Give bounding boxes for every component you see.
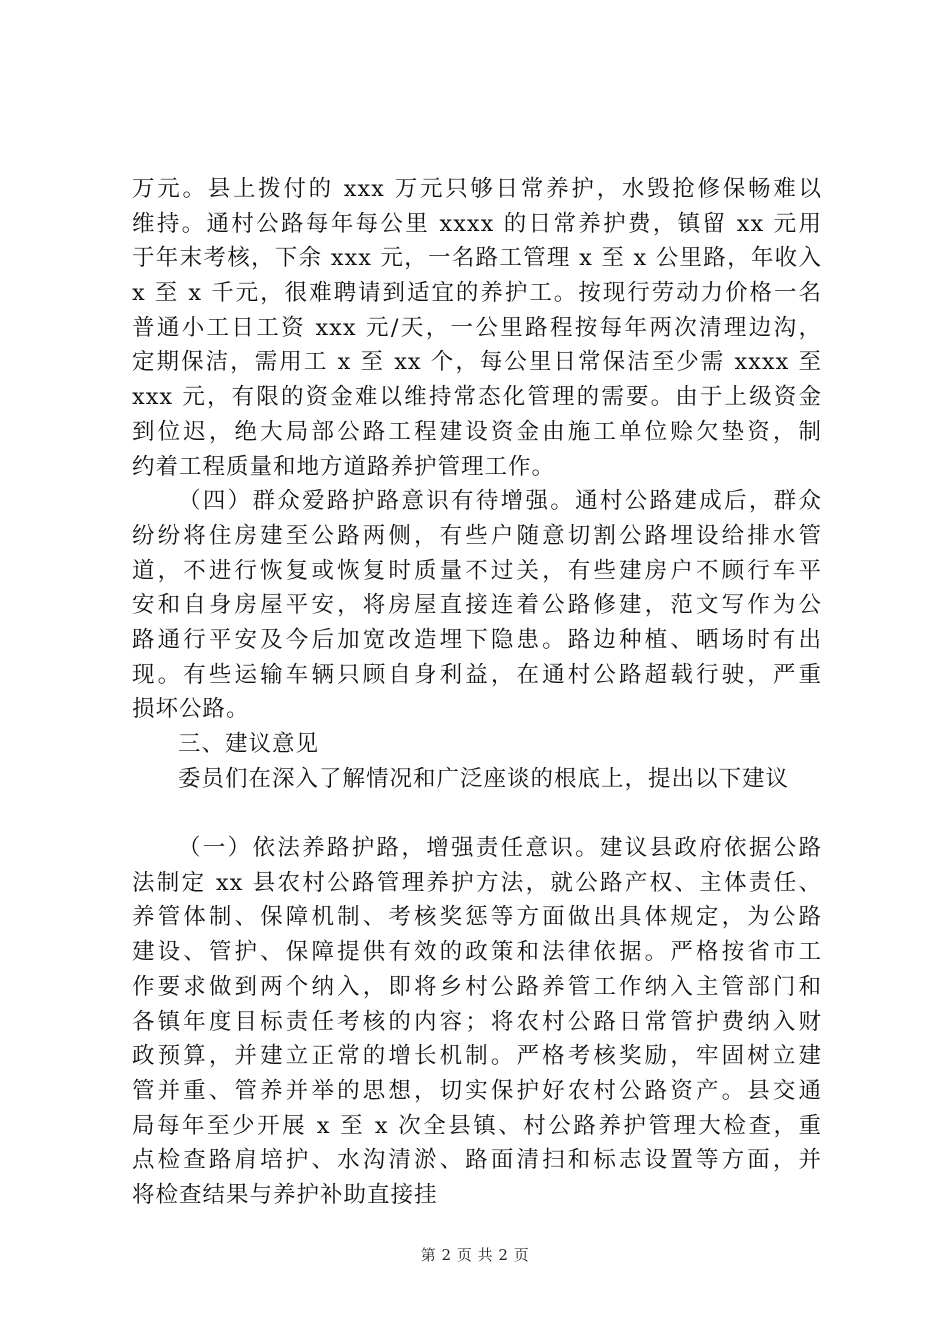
text-line: 局每年至少开展 x 至 x 次全县镇、村公路养护管理大检查，重 [132, 1112, 822, 1139]
text-line: 普通小工日工资 xxx 元/天，一公里路程按每年两次清理边沟， [132, 314, 822, 341]
text-line: 损坏公路。 [132, 696, 250, 723]
paragraph-funding [132, 172, 822, 484]
text-line: 安和自身房屋平安，将房屋直接连着公路修建，范文写作为公 [132, 592, 822, 619]
text-line: 政预算，并建立正常的增长机制。严格考核奖励，牢固树立建 [132, 1043, 822, 1070]
text-line: 路通行平安及今后加宽改造埋下隐患。路边种植、晒场时有出 [132, 626, 822, 653]
text-line: 点检查路肩培护、水沟清淤、路面清扫和标志设置等方面，并 [132, 1147, 822, 1174]
text-line: 道，不进行恢复或恢复时质量不过关，有些建房户不顾行车平 [132, 557, 822, 584]
text-line: 作要求做到两个纳入，即将乡村公路养管工作纳入主管部门和 [132, 973, 822, 1000]
text-line: （一）依法养路护路，增强责任意识。建议县政府依据公路 [178, 835, 822, 862]
paragraph-recommendation-1 [132, 831, 822, 1213]
text-line: 建设、管护、保障提供有效的政策和法律依据。严格按省市工 [132, 939, 822, 966]
text-line: 管并重、管养并举的思想，切实保护好农村公路资产。县交通 [132, 1077, 822, 1104]
text-line: 万元。县上拨付的 xxx 万元只够日常养护，水毁抢修保畅难以 [132, 176, 822, 202]
text-line: 法制定 xx 县农村公路管理养护方法，就公路产权、主体责任、 [132, 869, 822, 896]
text-line: 各镇年度目标责任考核的内容；将农村公路日常管护费纳入财 [132, 1008, 822, 1035]
text-line: （四）群众爱路护路意识有待增强。通村公路建成后，群众 [178, 488, 822, 515]
text-line: 定期保洁，需用工 x 至 xx 个，每公里日常保洁至少需 xxxx 至 [132, 349, 822, 376]
text-line: xxx 元，有限的资金难以维持常态化管理的需要。由于上级资金 [132, 384, 822, 411]
text-line: 现。有些运输车辆只顾自身利益，在通村公路超载行驶，严重 [132, 661, 822, 688]
text-line: 纷纷将住房建至公路两侧，有些户随意切割公路埋设给排水管 [132, 522, 822, 549]
text-line: 养管体制、保障机制、考核奖惩等方面做出具体规定，为公路 [132, 904, 822, 931]
blank-line [132, 796, 822, 831]
text-line: x 至 x 千元，很难聘请到适宜的养护工。按现行劳动力价格一名 [132, 280, 822, 307]
text-line: 维持。通村公路每年每公里 xxxx 的日常养护费，镇留 xx 元用 [132, 210, 822, 237]
text-line: 到位迟，绝大局部公路工程建设资金由施工单位赊欠垫资，制 [132, 418, 822, 445]
section-heading: 三、建议意见 [178, 731, 320, 757]
page-number-footer: 第 2 页 共 2 页 [420, 1246, 530, 1264]
paragraph-intro: 委员们在深入了解情况和广泛座谈的根底上，提出以下建议 [178, 765, 790, 792]
document-body [132, 172, 822, 1213]
text-line: 将检查结果与养护补助直接挂 [132, 1181, 438, 1208]
paragraph-public-awareness [132, 484, 822, 727]
text-line: 于年末考核，下余 xxx 元，一名路工管理 x 至 x 公里路，年收入 [132, 245, 822, 272]
text-line: 约着工程质量和地方道路养护管理工作。 [132, 453, 556, 480]
